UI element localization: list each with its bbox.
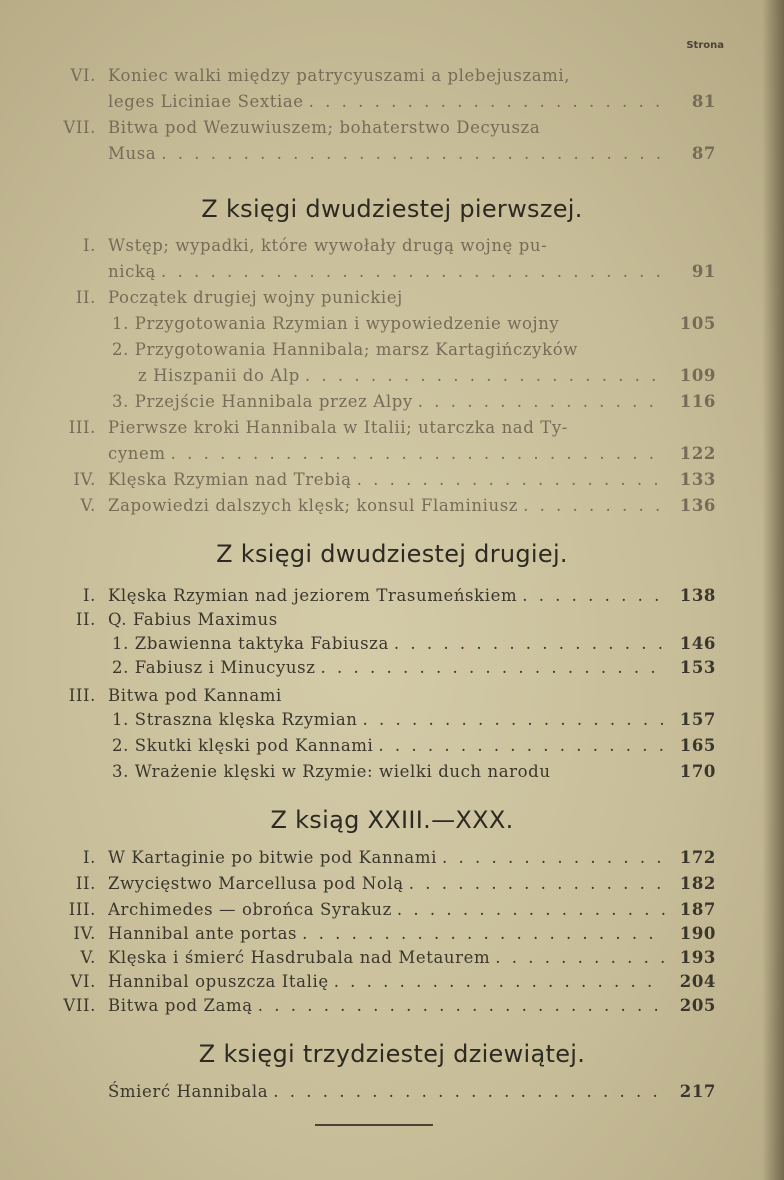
toc-entry: I. Wstęp; wypadki, które wywołały drugą wojnę pu- <box>83 236 548 255</box>
toc-entry: cynem . . . 122 <box>40 442 720 466</box>
toc-entry: z Hiszpanii do Alp . . . 109 <box>40 364 720 388</box>
toc-entry: II. Początek drugiej wojny punickiej <box>75 288 403 307</box>
toc-entry: V. Klęska i śmierć Hasdrubala nad Metaurem . . . 193 <box>40 946 720 970</box>
toc-entry: IV. Klęska Rzymian nad Trebią . . . 133 <box>40 468 720 492</box>
toc-entry: II. Q. Fabius Maximus <box>75 610 278 629</box>
section-heading: Z księgi trzydziestej dziewiątej. <box>198 1040 586 1068</box>
toc-entry: 1. Przygotowania Rzymian i wypowiedzenie wojny 105 <box>112 314 716 333</box>
toc-entry: 2. Przygotowania Hannibala; marsz Kartagińczyków <box>112 340 578 359</box>
toc-entry: I. Klęska Rzymian nad jeziorem Trasumeńskiem . . . 138 <box>40 584 720 608</box>
toc-entry: Śmierć Hannibala . . . 217 <box>40 1080 720 1104</box>
section-heading: Z ksiąg XXIII.—XXX. <box>270 806 514 834</box>
toc-entry: VI. Koniec walki między patrycyuszami a plebejuszami, <box>70 66 571 85</box>
toc-entry: 3. Przejście Hannibala przez Alpy . . . 116 <box>40 390 720 414</box>
toc-entry: 1. Straszna klęska Rzymian . . . 157 <box>40 708 720 732</box>
section-heading: Z księgi dwudziestej drugiej. <box>216 540 568 568</box>
toc-entry: VII. Bitwa pod Zamą . . . 205 <box>40 994 720 1018</box>
page-edge-shadow <box>762 0 784 1180</box>
section-heading: Z księgi dwudziestej pierwszej. <box>201 195 583 223</box>
toc-entry: VII. Bitwa pod Wezuwiuszem; bohaterstwo Decyusza <box>63 118 541 137</box>
toc-entry: III. Bitwa pod Kannami <box>68 686 282 705</box>
toc-entry: VI. Hannibal opuszcza Italię . . . 204 <box>40 970 720 994</box>
toc-entry: III. Archimedes — obrońca Syrakuz . . . 187 <box>40 898 720 922</box>
toc-entry: V. Zapowiedzi dalszych klęsk; konsul Flaminiusz . . . 136 <box>40 494 720 518</box>
toc-entry: II. Zwycięstwo Marcellusa pod Nolą . . . 182 <box>40 872 720 896</box>
toc-entry: III. Pierwsze kroki Hannibala w Italii; utarczka nad Ty- <box>68 418 568 437</box>
toc-entry: leges Liciniae Sextiae . . . 81 <box>40 90 720 114</box>
toc-entry: 2. Skutki klęski pod Kannami . . . 165 <box>40 734 720 758</box>
toc-entry: nicką . . . 91 <box>40 260 720 284</box>
toc-entry: IV. Hannibal ante portas . . . 190 <box>40 922 720 946</box>
toc-entry: Musa . . . 87 <box>40 142 720 166</box>
page-column-label: Strona <box>686 40 724 51</box>
toc-entry: I. W Kartaginie po bitwie pod Kannami . . . 172 <box>40 846 720 870</box>
toc-entry: 3. Wrażenie klęski w Rzymie: wielki duch narodu 170 <box>112 762 716 781</box>
closing-rule <box>315 1124 433 1126</box>
toc-entry: 1. Zbawienna taktyka Fabiusza . . . 146 <box>40 632 720 656</box>
toc-entry: 2. Fabiusz i Minucyusz . . . 153 <box>40 656 720 680</box>
